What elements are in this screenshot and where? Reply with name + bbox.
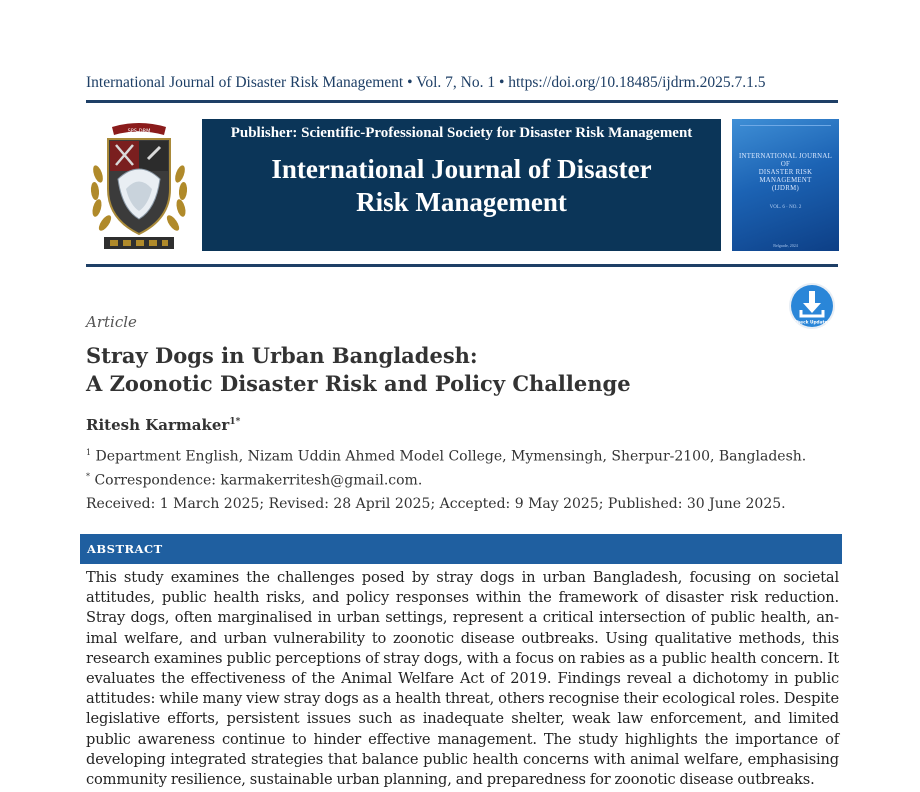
journal-cover-thumbnail [732,119,839,251]
affiliation-text: Department English, Nizam Uddin Ahmed Model College, Mymensingh, Sherpur-2100, Bangladesh. [95,448,807,465]
journal-banner [202,119,721,251]
correspondence-text[interactable]: Correspondence: karmakerritesh@gmail.com. [94,472,423,489]
cover-strip [740,125,831,134]
abstract-heading-bar [80,534,842,564]
abstract-heading: ABSTRACT [87,542,163,556]
article-dates: Received: 1 March 2025; Revised: 28 April 2025; Accepted: 9 May 2025; Published: 30 June 2025. [86,496,786,512]
cover-title-line: DISASTER RISK [758,169,813,176]
running-header: International Journal of Disaster Risk Management • Vol. 7, No. 1 • https://doi.org/10.18485/ijdrm.2025.7.1.5 [86,74,766,91]
cover-title [736,153,835,193]
author-sup: 1* [229,417,241,427]
cover-title-line: (IJDRM) [771,185,800,192]
publisher-line: Publisher: Scientific-Professional Society for Disaster Risk Management [230,125,693,141]
author-name [86,416,240,434]
society-crest-logo [86,119,192,252]
cover-volume: VOL. 6 · NO. 2 [769,205,802,210]
journal-title-line1: International Journal of Disaster [271,154,652,184]
affiliation [86,448,806,465]
affiliation-sup: 1 [86,448,92,457]
author-text: Ritesh Karmaker [86,416,230,434]
check-updates-label: Check Updates [793,320,831,326]
correspondence-sup: * [86,472,90,481]
cover-title-line: MANAGEMENT [759,177,812,184]
cover-title-line: INTERNATIONAL JOURNAL OF [738,153,833,168]
journal-title-line2: Risk Management [356,187,567,217]
logo-banner-text: SPS-DRM [127,128,151,135]
check-updates-button[interactable] [788,282,836,330]
journal-title [202,153,721,219]
article-title-line2: A Zoonotic Disaster Risk and Policy Challenge [86,371,631,396]
abstract-text: This study examines the challenges posed by stray dogs in urban Bangladesh, focusing on societal attitudes, public health risks, and policy responses within the framework of disaster risk reduction. Stray dogs, often marginalised in urban settings, represent a critical intersection of public health, animal welfare, and urban vulnerability to zoonotic disease outbreaks. Using qualitative methods, this research examines public perceptions of stray dogs, with a focus on rabies as a public health concern. It evaluates the effectiveness of the Animal Welfare Act of 2019. Findings reveal a dichotomy in public attitudes: while many view stray dogs as a health threat, others recognise their ecological roles. Despite legislative efforts, persistent issues such as inadequate shelter, weak law enforcement, and limited public awareness continue to hinder effective management. The study highlights the importance of developing integrated strategies that balance public health concerns with animal welfare, emphasising community resilience, sustainable urban planning, and preparedness for zoonotic disease outbreaks. [86,569,839,789]
article-type: Article [86,313,137,331]
article-title [86,342,786,398]
header-rule [86,100,838,103]
cover-year: Belgrade, 2024 [773,243,798,248]
article-title-line1: Stray Dogs in Urban Bangladesh: [86,343,478,368]
banner-rule [86,264,838,267]
correspondence [86,472,422,489]
